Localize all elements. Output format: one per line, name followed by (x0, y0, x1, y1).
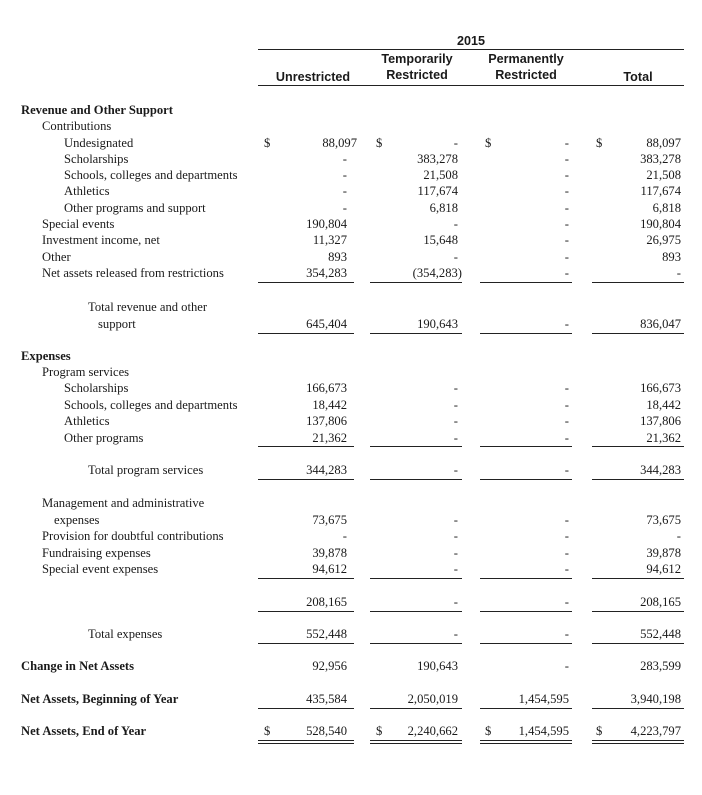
row-label: Schools, colleges and departments (64, 398, 238, 412)
cell-value: - (564, 562, 569, 576)
contributions-label: Contributions (42, 119, 112, 133)
cell-value: 117,674 (640, 184, 681, 198)
row-label: Total expenses (88, 627, 163, 641)
cell-value: 18,442 (312, 398, 347, 412)
cell-value: - (453, 398, 458, 412)
cell-value: 21,508 (423, 168, 458, 182)
row-label: Scholarships (64, 152, 129, 166)
cell-value: - (453, 431, 458, 445)
double-underline (480, 743, 572, 744)
cell-value: - (564, 381, 569, 395)
row-label: Scholarships (64, 381, 129, 395)
row-label: Other programs and support (64, 201, 206, 215)
cell-value: - (564, 201, 569, 215)
cell-value: - (342, 184, 347, 198)
underline (480, 611, 572, 612)
cell-value: - (676, 266, 681, 280)
cell-value: 73,675 (646, 513, 681, 527)
cell-value: - (342, 201, 347, 215)
row-label: Athletics (64, 414, 110, 428)
underline (592, 708, 684, 709)
cell-value: 88,097 (322, 136, 357, 150)
cell-value: (354,283) (412, 266, 462, 280)
cell-value: 2,050,019 (407, 692, 458, 706)
cell-value: 552,448 (306, 627, 347, 641)
underline (258, 479, 354, 480)
year-header: 2015 (456, 34, 486, 48)
cell-value: - (564, 266, 569, 280)
underline (480, 578, 572, 579)
cell-value: - (676, 529, 681, 543)
cell-value: - (342, 529, 347, 543)
col-header-perm-line1: Permanently (488, 52, 564, 66)
dollar-sign: $ (376, 724, 383, 738)
row-label: Other (42, 250, 71, 264)
underline (592, 611, 684, 612)
cell-value: 190,804 (306, 217, 347, 231)
cell-value: 4,223,797 (630, 724, 681, 738)
cell-value: 21,362 (646, 431, 681, 445)
double-underline (370, 740, 462, 741)
cell-value: 552,448 (640, 627, 681, 641)
col-header-total: Total (623, 70, 653, 84)
cell-value: - (564, 595, 569, 609)
revenue-section-title: Revenue and Other Support (21, 103, 173, 117)
underline (480, 446, 572, 447)
cell-value: - (453, 250, 458, 264)
row-label: Athletics (64, 184, 110, 198)
underline (592, 446, 684, 447)
underline (480, 333, 572, 334)
cell-value: - (453, 529, 458, 543)
cell-value: 166,673 (640, 381, 681, 395)
underline (258, 643, 354, 644)
row-label: Net Assets, Beginning of Year (21, 692, 179, 706)
cell-value: 528,540 (306, 724, 347, 738)
underline (370, 333, 462, 334)
underline (258, 611, 354, 612)
dollar-sign: $ (485, 724, 492, 738)
cell-value: - (564, 546, 569, 560)
cell-value: - (564, 463, 569, 477)
cell-value: 190,643 (417, 317, 458, 331)
underline (258, 446, 354, 447)
cell-value: - (453, 414, 458, 428)
row-label: Total revenue and other (88, 300, 208, 314)
cell-value: - (564, 431, 569, 445)
cell-value: 73,675 (312, 513, 347, 527)
row-label: Investment income, net (42, 233, 160, 247)
cell-value: - (564, 152, 569, 166)
row-label: Total program services (88, 463, 204, 477)
program-services-label: Program services (42, 365, 130, 379)
cell-value: - (564, 168, 569, 182)
cell-value: 836,047 (640, 317, 681, 331)
underline (370, 446, 462, 447)
row-label: Change in Net Assets (21, 659, 134, 673)
dollar-sign: $ (376, 136, 383, 150)
underline (258, 578, 354, 579)
underline (258, 333, 354, 334)
underline (592, 479, 684, 480)
cell-value: 94,612 (312, 562, 347, 576)
cell-value: 344,283 (306, 463, 347, 477)
row-label: Management and administrative (42, 496, 205, 510)
expenses-section-title: Expenses (21, 349, 71, 363)
underline (592, 643, 684, 644)
cell-value: 11,327 (312, 233, 347, 247)
cell-value: - (453, 627, 458, 641)
cell-value: - (342, 152, 347, 166)
cell-value: - (564, 414, 569, 428)
cell-value: - (564, 250, 569, 264)
row-label: Fundraising expenses (42, 546, 151, 560)
cell-value: - (453, 513, 458, 527)
row-label: Net assets released from restrictions (42, 266, 224, 280)
cell-value: 15,648 (423, 233, 458, 247)
cell-value: - (453, 217, 458, 231)
cell-value: 1,454,595 (518, 692, 569, 706)
double-underline (480, 740, 572, 741)
cell-value: 21,362 (312, 431, 347, 445)
cell-value: - (453, 562, 458, 576)
cell-value: - (453, 381, 458, 395)
underline (592, 333, 684, 334)
underline (370, 479, 462, 480)
cell-value: 88,097 (646, 136, 681, 150)
cell-value: 94,612 (646, 562, 681, 576)
cell-value: 2,240,662 (407, 724, 458, 738)
cell-value: - (564, 627, 569, 641)
cell-value: 117,674 (417, 184, 458, 198)
cell-value: 137,806 (306, 414, 347, 428)
cell-value: - (564, 513, 569, 527)
cell-value: - (342, 168, 347, 182)
cell-value: - (564, 184, 569, 198)
cell-value: - (564, 217, 569, 231)
cell-value: 645,404 (306, 317, 347, 331)
header-bottom-rule (258, 85, 684, 86)
cell-value: - (564, 317, 569, 331)
underline (258, 282, 354, 283)
cell-value: 383,278 (417, 152, 458, 166)
cell-value: 208,165 (640, 595, 681, 609)
cell-value: 893 (328, 250, 347, 264)
cell-value: - (564, 529, 569, 543)
cell-value: 92,956 (312, 659, 347, 673)
cell-value: 190,643 (417, 659, 458, 673)
row-label: Special event expenses (42, 562, 159, 576)
underline (258, 708, 354, 709)
underline (480, 479, 572, 480)
row-label: Schools, colleges and departments (64, 168, 238, 182)
row-label: Net Assets, End of Year (21, 724, 147, 738)
cell-value: 137,806 (640, 414, 681, 428)
cell-value: 354,283 (306, 266, 347, 280)
col-header-perm-line2: Restricted (495, 68, 557, 82)
double-underline (592, 740, 684, 741)
dollar-sign: $ (485, 136, 492, 150)
row-label: support (98, 317, 136, 331)
cell-value: 190,804 (640, 217, 681, 231)
cell-value: 435,584 (306, 692, 347, 706)
cell-value: 6,818 (652, 201, 681, 215)
cell-value: 166,673 (306, 381, 347, 395)
cell-value: - (564, 398, 569, 412)
underline (480, 282, 572, 283)
col-header-temp-line2: Restricted (386, 68, 448, 82)
underline (370, 611, 462, 612)
underline (370, 708, 462, 709)
underline (592, 282, 684, 283)
double-underline (370, 743, 462, 744)
dollar-sign: $ (596, 724, 603, 738)
underline (370, 643, 462, 644)
cell-value: - (564, 233, 569, 247)
cell-value: 383,278 (640, 152, 681, 166)
double-underline (592, 743, 684, 744)
cell-value: 1,454,595 (518, 724, 569, 738)
row-label: Undesignated (64, 136, 134, 150)
row-label: expenses (54, 513, 100, 527)
cell-value: 208,165 (306, 595, 347, 609)
cell-value: 893 (662, 250, 681, 264)
year-rule (258, 49, 684, 50)
dollar-sign: $ (264, 136, 271, 150)
double-underline (258, 740, 354, 741)
col-header-unrestricted: Unrestricted (275, 70, 351, 84)
cell-value: 21,508 (646, 168, 681, 182)
cell-value: - (453, 546, 458, 560)
underline (480, 643, 572, 644)
row-label: Other programs (64, 431, 144, 445)
row-label: Special events (42, 217, 115, 231)
dollar-sign: $ (264, 724, 271, 738)
double-underline (258, 743, 354, 744)
dollar-sign: $ (596, 136, 603, 150)
cell-value: - (453, 136, 458, 150)
cell-value: 3,940,198 (630, 692, 681, 706)
underline (592, 578, 684, 579)
cell-value: 344,283 (640, 463, 681, 477)
row-label: Provision for doubtful contributions (42, 529, 224, 543)
col-header-temp-line1: Temporarily (381, 52, 453, 66)
cell-value: 283,599 (640, 659, 681, 673)
underline (480, 708, 572, 709)
cell-value: 26,975 (646, 233, 681, 247)
cell-value: 39,878 (312, 546, 347, 560)
underline (370, 282, 462, 283)
cell-value: - (453, 463, 458, 477)
cell-value: - (453, 595, 458, 609)
cell-value: 18,442 (646, 398, 681, 412)
cell-value: - (564, 136, 569, 150)
cell-value: 39,878 (646, 546, 681, 560)
cell-value: 6,818 (429, 201, 458, 215)
cell-value: - (564, 659, 569, 673)
underline (370, 578, 462, 579)
